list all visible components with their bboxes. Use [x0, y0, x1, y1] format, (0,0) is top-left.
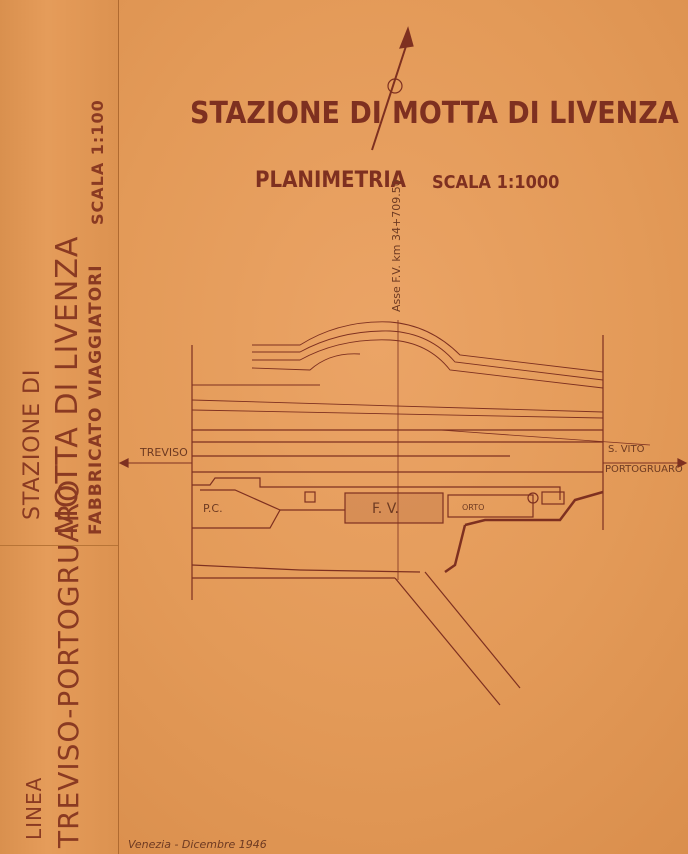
title-right: MOTTA DI LIVENZA	[392, 96, 679, 131]
railway-tracks	[120, 430, 685, 472]
scale-label: SCALA 1:1000	[432, 172, 560, 193]
spine-station-line2: MOTTA DI LIVENZA	[50, 235, 85, 535]
north-arrow-icon	[372, 28, 413, 150]
spine-line-label: LINEA	[22, 776, 46, 840]
subtitle: PLANIMETRIA	[255, 168, 407, 193]
arrow-west-icon	[120, 459, 128, 467]
spine-building: FABBRICATO VIAGGIATORI	[86, 264, 106, 535]
access-road	[192, 565, 520, 705]
garden-plot	[448, 495, 533, 517]
station-area	[192, 478, 603, 572]
title-left: STAZIONE DI	[190, 96, 382, 131]
building-label: F. V.	[372, 501, 399, 517]
spine-line-name: TREVISO-PORTOGRUARO	[52, 478, 85, 848]
small-structure	[305, 492, 315, 502]
garden-label: ORTO	[462, 503, 485, 512]
embankment	[192, 322, 603, 418]
small-building	[542, 492, 564, 504]
axis-label: Asse F.V. km 34+709.50	[390, 179, 403, 312]
east-destination-label-2: PORTOGRUARO	[605, 464, 683, 475]
east-destination-label-1: S. VITO	[608, 444, 645, 455]
place-date: Venezia - Dicembre 1946	[128, 838, 267, 851]
pc-label: P.C.	[203, 502, 223, 515]
spine-scale: SCALA 1:100	[88, 99, 107, 225]
spine-station-line1: STAZIONE DI	[20, 368, 45, 520]
west-destination-label: TREVISO	[140, 446, 188, 459]
